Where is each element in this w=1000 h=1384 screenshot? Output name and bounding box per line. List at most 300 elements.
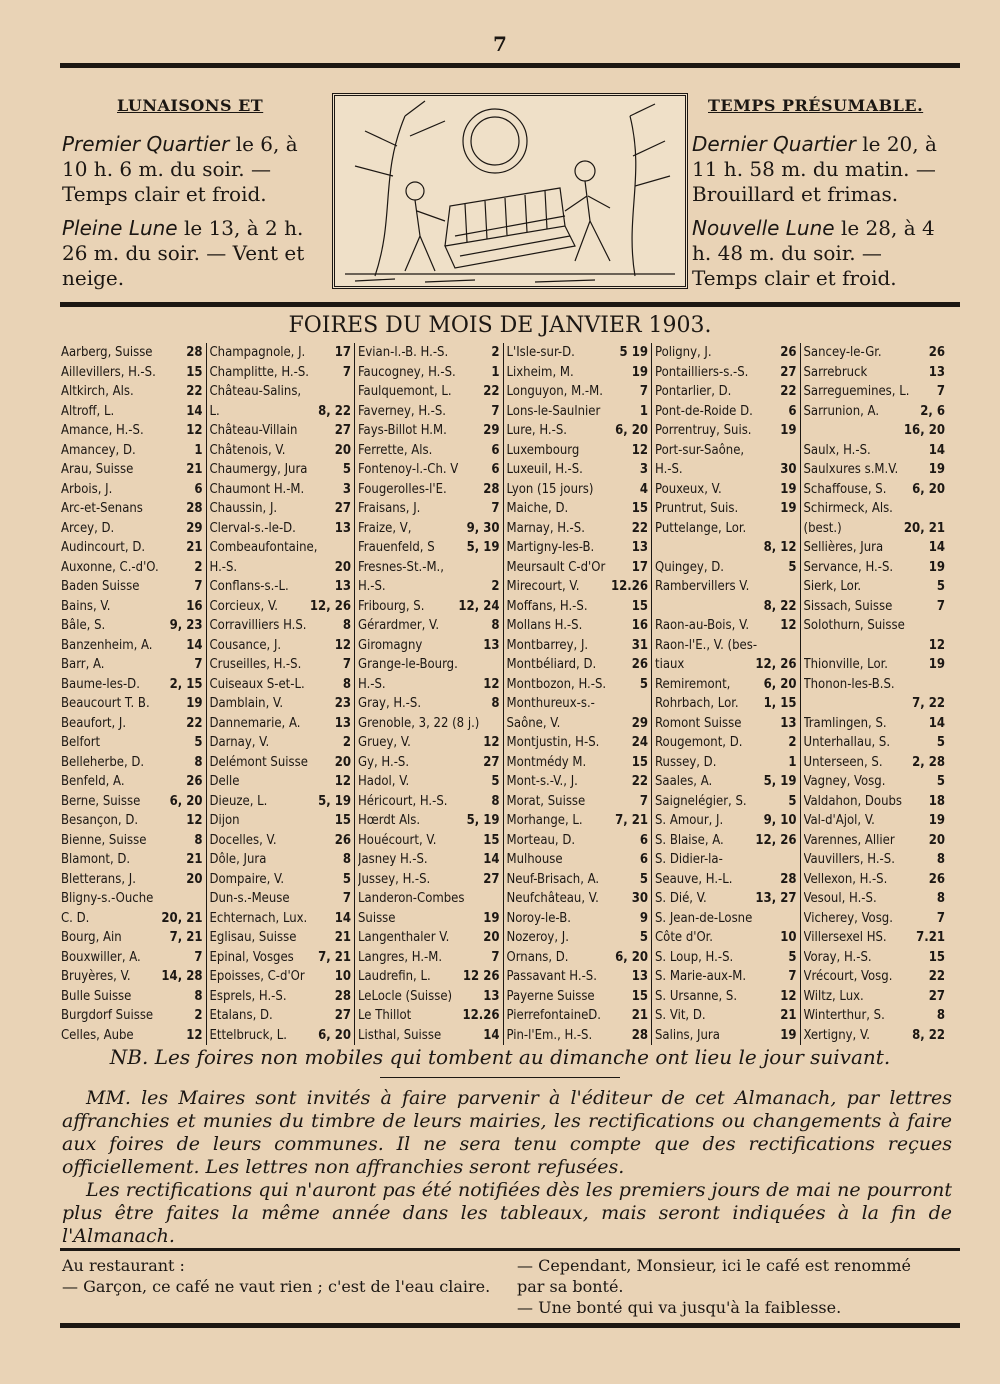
fair-entry [655,831,797,851]
fair-entry [804,889,946,909]
fair-dates: 20, 21 [903,520,945,536]
fair-town: Mont-s.-V., J. [506,774,578,789]
new-moon-text: le 28, à 4 h. 48 m. du soir. — Temps clair et froid. [692,216,935,290]
fair-town: Pont-de-Roide D. [655,403,753,419]
fair-town: Saulxures s.M.V. [803,462,899,477]
fair-entry [358,558,500,578]
fair-town: Fontenoy-l.-Ch. V [358,462,459,477]
fair-town: Conflans-s.-L. [209,579,289,594]
fair-town: Sarreguemines, L. [803,384,910,399]
fair-dates: 18 [928,793,945,809]
first-quarter-name: Premier Quartier [62,132,230,156]
fair-entry [61,714,203,734]
fair-dates: 7 [936,910,945,926]
fair-dates: 5 [639,871,648,887]
fair-entry [507,558,649,578]
fair-town: Hadol, V. [358,774,410,789]
fair-town: Neuf-Brisach, A. [506,871,600,887]
fair-town: Champagnole, J. [209,345,306,360]
fair-entry [358,460,500,480]
fair-entry [61,363,203,383]
fair-entry [61,675,203,695]
fair-dates: 6, 20 [318,1027,351,1043]
fair-town: S. Loup, H.-S. [655,949,734,965]
fair-town: Jasney H.-S. [358,852,428,867]
fair-town: Bligny-s.-Ouche [61,891,154,906]
fair-town: Amancey, D. [61,442,136,458]
fair-town: Château-Villain [209,423,298,438]
fair-dates: 19 [780,1027,797,1043]
fair-town: Fraisans, J. [358,501,421,516]
fair-entry [358,694,500,714]
fair-entry [804,811,946,831]
fair-entry [210,889,352,909]
fair-dates: 6, 20 [615,423,648,438]
fair-town: Besançon, D. [61,813,139,828]
fair-town: Fraize, V, [358,520,412,536]
fair-entry [804,421,946,441]
fair-dates: 15 [631,988,648,1004]
fair-town: Montbozon, H.-S. [506,676,607,692]
fair-dates: 14 [928,715,945,731]
fair-entry [61,382,203,402]
fair-town: Tramlingen, S. [803,715,887,731]
fair-entry [358,636,500,656]
fair-town: Gruey, V. [358,735,411,750]
fair-town: Fays-Billot H.M. [358,423,447,438]
fair-entry [507,480,649,500]
fair-dates: 27 [780,364,797,380]
fair-entry [507,948,649,968]
fair-entry [655,870,797,890]
fair-entry [358,363,500,383]
fair-entry [804,616,946,636]
fair-town: Faucogney, H.-S. [358,364,456,380]
fair-town: S. Dié, V. [655,891,707,906]
fair-dates: 2 [342,735,351,750]
fair-town: Marnay, H.-S. [506,520,585,536]
fair-dates: 27 [334,1008,351,1023]
fair-dates: 3 [342,481,351,497]
fair-dates: 16 [631,618,648,633]
top-rule [60,63,960,68]
fair-dates: 29 [631,715,648,731]
fair-dates: 21 [334,930,351,945]
fair-town [804,636,929,656]
fair-dates: 2 [788,735,797,750]
fair-town: Aarberg, Suisse [61,345,153,360]
fair-town [804,421,904,441]
fair-dates: 8 [194,832,203,848]
fair-entry [358,772,500,792]
fair-dates: 5, 19 [466,540,500,555]
fair-dates: 3 [639,462,648,477]
fair-town: S. Jean-de-Losne [655,910,753,926]
fair-town: Benfeld, A. [61,774,125,789]
fair-dates: 19 [483,910,500,926]
fair-town: Le Thillot [358,1008,412,1023]
fair-dates: 28 [186,345,203,360]
fair-town: Montbarrey, J. [506,637,589,653]
fair-dates: 7 [194,579,203,594]
fair-entry [61,831,203,851]
fair-entry [804,480,946,500]
fair-entry [358,519,500,539]
fair-town: Saignelégier, S. [655,793,747,809]
fair-entry [61,1026,203,1046]
fair-town: Arau, Suisse [61,462,134,477]
fair-entry [507,577,649,597]
fair-dates: 26 [631,657,648,672]
fair-town: S. Didier-la- [655,852,723,867]
fair-dates: 6 [491,462,500,477]
fair-entry [507,889,649,909]
fair-town: Eglisau, Suisse [209,930,297,945]
anecdote-right-line-1: — Cependant, Monsieur, ici le café est renommé par sa bonté. [517,1256,911,1296]
fair-town: Bienne, Suisse [61,832,147,848]
fair-entry [61,558,203,578]
fair-entry [655,616,797,636]
fair-entry [507,441,649,461]
fair-entry [210,636,352,656]
fair-town: Saône, V. [506,715,561,731]
fair-entry [507,675,649,695]
fair-dates: 7 [491,949,500,965]
fair-town: Sarrebruck [803,364,868,380]
fair-dates: 5 [639,930,648,945]
fair-entry [507,538,649,558]
fair-town: Dannemarie, A. [209,715,301,731]
fair-entry [210,753,352,773]
fair-dates: 5 [788,559,797,575]
fair-town: Mollans H.-S. [506,618,583,633]
fair-entry [655,889,797,909]
fair-entry [61,772,203,792]
fair-dates: 12.26 [462,1008,500,1023]
fair-town: Bulle Suisse [61,988,132,1004]
fair-entry [655,538,797,558]
fair-entry [804,441,946,461]
fair-dates: 5 [491,774,500,789]
first-quarter-block [62,132,322,207]
fair-dates: 12, 24 [458,598,500,614]
fair-dates: 6, 20 [912,481,945,497]
fair-town: Dôle, Jura [209,852,267,867]
fair-town: S. Ursanne, S. [655,988,738,1004]
fair-dates: 19 [780,423,797,438]
fair-dates: 19 [928,559,945,575]
fair-town: Houécourt, V. [358,832,437,848]
fair-entry [358,850,500,870]
fair-dates: 12 [186,1027,203,1043]
fair-entry [358,1026,500,1046]
fair-dates: 22 [186,384,203,399]
fair-town: Corcieux, V. [209,598,279,614]
fair-entry [61,889,203,909]
fair-town: Neufchâteau, V. [506,891,599,906]
fair-entry [507,753,649,773]
fair-entry [655,948,797,968]
fair-town: Châtenois, V. [209,442,286,458]
fair-entry [804,363,946,383]
fair-entry [655,421,797,441]
fair-town: H.-S. [209,559,238,575]
fair-entry [655,577,797,597]
fair-town: Saulx, H.-S. [803,442,871,458]
fair-dates: 12 [780,988,797,1004]
anecdote-right [517,1255,917,1318]
fair-entry [655,480,797,500]
fair-town: Gray, H.-S. [358,696,422,711]
fair-dates: 22 [780,384,797,399]
fair-entry [358,577,500,597]
fair-entry [804,675,946,695]
fair-town: Gérardmer, V. [358,618,440,633]
fair-entry [358,909,500,929]
fair-entry [804,753,946,773]
fair-dates: 5 [936,774,945,789]
fair-dates: 8 [194,754,203,770]
fair-dates: 26 [928,871,945,887]
fair-town: Fresnes-St.-M., [358,559,444,575]
engraving-illustration [335,96,685,286]
fair-dates: 22 [631,520,648,536]
fair-dates: 10 [780,930,797,945]
fair-town: Beaucourt T. B. [61,696,150,711]
fair-entry [210,909,352,929]
fair-dates: 27 [928,988,945,1004]
fair-dates: 21 [186,852,203,867]
fair-town: Unterhallau, S. [803,735,891,750]
fair-town: Chaumont H.-M. [209,481,305,497]
fair-dates: 14 [186,403,203,419]
fair-town: Payerne Suisse [506,988,595,1004]
fair-town: Cruseilles, H.-S. [209,657,302,672]
fair-entry [61,519,203,539]
fair-dates: 12, 26 [309,598,351,614]
fair-town: Cuiseaux S-et-L. [209,676,305,692]
fairs-column [504,343,653,1045]
fair-town: Pruntrut, Suis. [655,501,739,516]
fair-town: Aillevillers, H.-S. [61,364,156,380]
fair-town: Dompaire, V. [209,871,285,887]
fair-town: Arc-et-Senans [61,501,143,516]
fair-entry [804,909,946,929]
fair-entry [358,967,500,987]
fair-entry [358,987,500,1007]
fair-town: Morhange, L. [506,813,583,828]
new-moon-block [692,216,950,291]
fair-town: Romont Suisse [655,715,742,731]
fair-town: Valdahon, Doubs [803,793,903,809]
fair-town: S. Amour, J. [655,813,724,828]
fair-entry [358,1006,500,1026]
fair-town: Champlitte, H.-S. [209,364,310,380]
fair-dates: 7 [639,384,648,399]
fair-town: Montbéliard, D. [506,657,597,672]
fair-town: Burgdorf Suisse [61,1008,154,1023]
fair-entry [804,928,946,948]
fair-entry [210,928,352,948]
fair-town: Sarrunion, A. [803,403,880,419]
fair-entry [804,772,946,792]
fair-town: Winterthur, S. [803,1008,885,1023]
fair-town: Bruyères, V. [61,969,131,984]
fair-entry [655,1006,797,1026]
fair-entry [655,928,797,948]
fair-town: Epoisses, C-d'Or [209,969,305,984]
fair-dates: 7 [936,598,945,614]
fair-entry [655,811,797,831]
fair-town: Longuyon, M.-M. [506,384,603,399]
fair-entry [804,655,946,675]
fair-entry [61,909,203,929]
fair-town: Morat, Suisse [506,793,586,809]
fair-entry [210,577,352,597]
fairs-column [801,343,949,1045]
fair-dates: 21 [186,462,203,477]
fair-town: Port-sur-Saône, [655,442,745,458]
fair-entry [358,948,500,968]
fair-dates: 6, 20 [615,949,648,965]
fair-entry [507,850,649,870]
fair-dates: 7, 21 [615,813,648,828]
fair-entry [655,850,797,870]
anecdote-left [62,1255,502,1297]
fair-dates: 1 [194,442,203,458]
fair-dates: 2 [194,559,203,575]
fair-town: Damblain, V. [209,696,284,711]
fair-dates: 19 [928,657,945,672]
fair-town: Giromagny [358,637,423,653]
fair-entry [210,987,352,1007]
fair-town: Rougemont, D. [655,735,743,750]
fair-dates: 8 [936,1008,945,1023]
fair-entry [655,772,797,792]
fair-town: Bouxwiller, A. [61,949,141,965]
fair-dates: 16 [186,598,203,614]
fair-dates: 21 [780,1008,797,1023]
fair-dates: 22 [928,969,945,984]
fair-town: L'Isle-sur-D. [506,345,575,360]
fair-dates: 19 [780,481,797,497]
fair-entry [655,460,797,480]
fair-entry [655,987,797,1007]
fair-town: Echternach, Lux. [209,910,308,926]
fair-town: Sierk, Lor. [803,579,862,594]
fair-town: Raon-l'E., V. (bes- [655,637,758,653]
fair-town: Ornans, D. [506,949,569,965]
fair-dates: 8, 12 [763,540,797,555]
fair-dates: 27 [483,754,500,770]
fair-town: Puttelange, Lor. [655,520,747,536]
fair-town: Dijon [209,813,240,828]
fair-entry [507,831,649,851]
fair-town: Combeaufontaine, [209,540,318,555]
fair-town: Faverney, H.-S. [358,403,446,419]
fair-entry [358,499,500,519]
fair-dates: 20 [483,930,500,945]
fair-dates: 6 [639,852,648,867]
fair-town: Lyon (15 jours) [506,481,594,497]
fair-entry [804,1026,946,1046]
fair-entry [655,597,797,617]
fair-entry [804,382,946,402]
notice-paragraph-2: Les rectifications qui n'auront pas été notifiées dès les premiers jours de mai ne pourront plus être faites la même année dans les tableaux, mais seront indiquées à la fin de l'Almanach. [62,1179,952,1247]
fair-entry [210,616,352,636]
fair-dates: 19 [186,696,203,711]
fair-dates: 2 [491,345,500,360]
fair-dates: 14 [483,852,500,867]
fair-entry [655,753,797,773]
fair-entry [804,402,946,422]
mid-rule [60,302,960,307]
notice-paragraph-1: MM. les Maires sont invités à faire parvenir à l'éditeur de cet Almanach, par lettres affranchies et munies du timbre de leurs mairies, les rectifications ou changements à faire aux foires de leurs communes. Il ne sera tenu compte que des rectifications reçues officiellement. Les lettres non affranchies seront refusées. [62,1087,952,1178]
fair-town: S. Blaise, A. [655,832,724,848]
fair-dates: 1 [788,754,797,770]
fair-dates: 2 [491,579,500,594]
fair-dates: 5, 19 [466,813,500,828]
fair-entry [507,1026,649,1046]
fair-dates: 7 [342,891,351,906]
fairs-table [58,343,948,1045]
fair-entry [61,460,203,480]
fair-entry [804,694,946,714]
fair-entry [804,636,946,656]
fair-entry [210,343,352,363]
new-moon-name: Nouvelle Lune [692,216,835,240]
fair-town: Blamont, D. [61,852,131,867]
fair-town: Nozeroy, J. [506,930,569,945]
fair-dates: 30 [780,462,797,477]
fair-town: Seauve, H.-L. [655,871,733,887]
fair-dates: 31 [631,637,648,653]
fair-entry [358,421,500,441]
fair-town: H.-S. [358,579,386,594]
fair-dates: 13, 27 [755,891,797,906]
fair-entry [507,792,649,812]
fair-entry [507,421,649,441]
fair-entry [61,967,203,987]
fair-entry [210,675,352,695]
fair-dates: 6, 20 [763,676,797,692]
fair-dates: 8, 22 [763,598,797,614]
fair-dates: 22 [483,384,500,399]
fair-town: Meursault C-d'Or [506,559,606,575]
fair-dates: 21 [186,540,203,555]
fair-entry [804,499,946,519]
fair-dates: 5 [342,462,351,477]
fair-entry [804,343,946,363]
fair-dates: 15 [631,598,648,614]
fair-dates: 26 [780,345,797,360]
fair-town: Rohrbach, Lor. [655,696,739,711]
fair-dates: 15 [631,754,648,770]
fair-dates: 13 [928,364,945,380]
fair-dates: 5 [342,871,351,887]
fair-dates: 8 [491,696,500,711]
fair-entry [61,597,203,617]
fair-town: Sellières, Jura [803,540,884,555]
fair-dates: 1, 15 [763,696,797,711]
fair-entry [507,987,649,1007]
fair-dates: 5 [788,793,797,809]
fair-entry [507,363,649,383]
fair-town: tiaux [655,657,685,672]
fair-dates: 15 [334,813,351,828]
fair-town: Langres, H.-M. [358,949,443,965]
fair-entry [507,967,649,987]
